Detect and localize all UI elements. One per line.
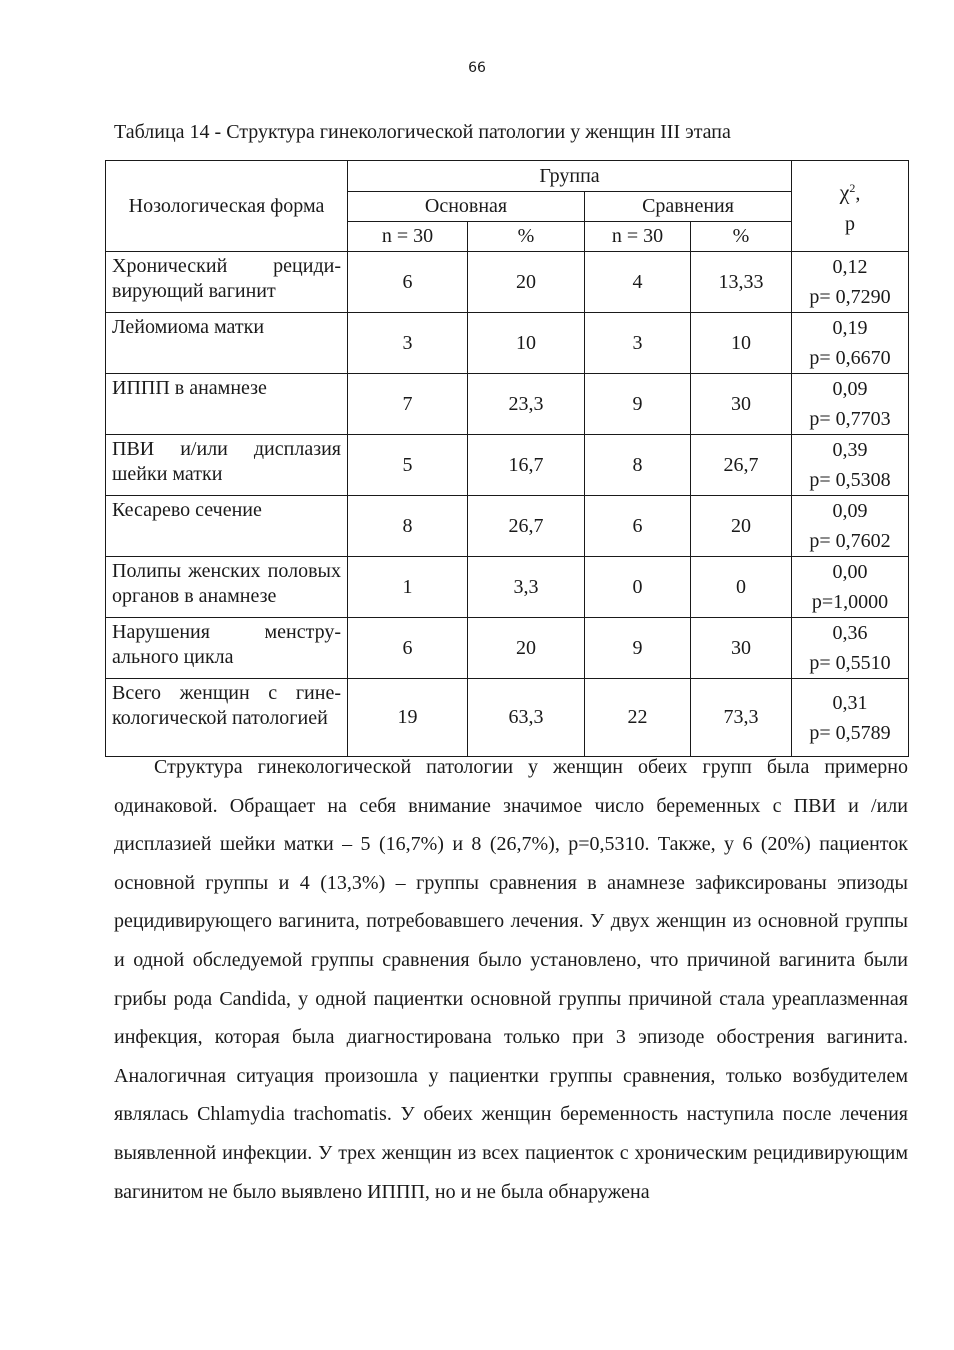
table-row xyxy=(106,435,909,496)
row-p-value: p= 0,5308 xyxy=(809,469,891,491)
row-statistic xyxy=(792,557,909,618)
row-n-comparison: 8 xyxy=(585,435,691,496)
row-n-comparison: 22 xyxy=(585,679,691,757)
row-pct-comparison: 13,33 xyxy=(691,252,792,313)
row-n-comparison: 6 xyxy=(585,496,691,557)
row-pct-main: 23,3 xyxy=(468,374,585,435)
row-chi-value: 0,39 xyxy=(832,439,868,461)
table-row xyxy=(106,679,909,757)
row-p-value: p= 0,6670 xyxy=(809,347,891,369)
row-p-value: p=1,0000 xyxy=(811,591,889,613)
row-n-main: 5 xyxy=(348,435,468,496)
gynecological-pathology-table xyxy=(105,160,909,757)
chi-symbol: χ xyxy=(839,179,850,205)
table-caption: Таблица 14 - Структура гинекологической патологии у женщин III этапа xyxy=(114,121,731,143)
row-p-value: p= 0,5510 xyxy=(809,652,891,674)
row-chi-value: 0,36 xyxy=(832,622,868,644)
row-statistic xyxy=(792,618,909,679)
row-p-value: p= 0,7290 xyxy=(809,286,891,308)
row-statistic xyxy=(792,496,909,557)
row-form-cell: Полипы женских половых органов в анамнезе xyxy=(106,557,348,618)
row-n-main: 3 xyxy=(348,313,468,374)
row-n-main: 19 xyxy=(348,679,468,757)
row-form-cell: Кесарево сечение xyxy=(106,496,348,557)
row-statistic xyxy=(792,435,909,496)
table-row xyxy=(106,618,909,679)
row-form-cell: ИППП в анамнезе xyxy=(106,374,348,435)
row-statistic xyxy=(792,374,909,435)
row-pct-main: 10 xyxy=(468,313,585,374)
header-pct-comparison: % xyxy=(691,222,792,252)
row-pct-main: 26,7 xyxy=(468,496,585,557)
row-n-main: 1 xyxy=(348,557,468,618)
row-n-main: 8 xyxy=(348,496,468,557)
row-n-main: 6 xyxy=(348,252,468,313)
header-comparison-group: Сравнения xyxy=(585,192,792,222)
header-p: p xyxy=(845,212,856,235)
header-n-main: n = 30 xyxy=(348,222,468,252)
row-pct-comparison: 0 xyxy=(691,557,792,618)
row-pct-main: 63,3 xyxy=(468,679,585,757)
table-row xyxy=(106,313,909,374)
row-p-value: p= 0,7602 xyxy=(809,530,891,552)
row-pct-main: 20 xyxy=(468,618,585,679)
row-form-cell: Нарушения менструального цикла xyxy=(106,618,348,679)
chi-superscript: 2 xyxy=(849,181,856,196)
row-form-cell: ПВИ и/или дисплазия шейки матки xyxy=(106,435,348,496)
row-n-comparison: 9 xyxy=(585,618,691,679)
row-chi-value: 0,31 xyxy=(832,691,868,714)
row-p-value: p= 0,5789 xyxy=(809,721,891,744)
table-row xyxy=(106,496,909,557)
row-form-cell: Всего женщин с гинекологической патологией xyxy=(106,679,348,757)
chi-comma: , xyxy=(855,182,861,205)
table-row xyxy=(106,374,909,435)
row-pct-comparison: 30 xyxy=(691,618,792,679)
row-statistic xyxy=(792,313,909,374)
table-row xyxy=(106,252,909,313)
body-text: Структура гинекологической патологии у женщин обеих групп была примерно одинаковой. Обращает на себя внимание значимое число беременных с ПВИ и /или дисплазией шейки матки – 5 (16,7%) и 8 (26,7%), p=0,5310. Также, у 6 (20%) пациенток основной группы и 4 (13,3%) – группы сравнения в анамнезе зафиксированы эпизоды рецидивирующего вагинита, потребовавшего лечения. У двух женщин из основной группы и одной обследуемой группы сравнения было установлено, что причиной вагинита были грибы рода Candida, у одной пациентки основной группы причиной стала уреаплазменная инфекция, которая была диагностирована только при 3 эпизоде обострения вагинита. Аналогичная ситуация произошла у пациентки группы сравнения, только возбудителем являлась Chlamydia trachomatis. У обеих женщин беременность наступила после лечения выявленной инфекции. У трех женщин из всех пациенток с хроническим рецидивирующим вагинитом не было выявлено ИППП, но и не была обнаружена xyxy=(114,756,908,1203)
header-chi-square xyxy=(792,161,909,252)
row-n-comparison: 0 xyxy=(585,557,691,618)
row-pct-main: 3,3 xyxy=(468,557,585,618)
row-n-comparison: 4 xyxy=(585,252,691,313)
row-form-cell: Хронический рецидивирующий вагинит xyxy=(106,252,348,313)
row-statistic xyxy=(792,679,909,757)
row-pct-comparison: 30 xyxy=(691,374,792,435)
row-pct-main: 16,7 xyxy=(468,435,585,496)
row-n-main: 7 xyxy=(348,374,468,435)
header-main-group: Основная xyxy=(348,192,585,222)
row-n-main: 6 xyxy=(348,618,468,679)
header-form: Нозологическая форма xyxy=(106,161,348,252)
row-chi-value: 0,00 xyxy=(832,561,868,583)
row-chi-value: 0,09 xyxy=(832,500,868,522)
row-pct-comparison: 26,7 xyxy=(691,435,792,496)
body-paragraph xyxy=(114,748,908,1211)
row-pct-main: 20 xyxy=(468,252,585,313)
row-pct-comparison: 10 xyxy=(691,313,792,374)
row-pct-comparison: 73,3 xyxy=(691,679,792,757)
row-n-comparison: 3 xyxy=(585,313,691,374)
row-chi-value: 0,19 xyxy=(832,317,868,339)
row-p-value: p= 0,7703 xyxy=(809,408,891,430)
row-chi-value: 0,09 xyxy=(832,378,868,400)
row-form-cell: Лейомиома матки xyxy=(106,313,348,374)
table-row xyxy=(106,557,909,618)
page-number: 66 xyxy=(468,60,486,76)
row-chi-value: 0,12 xyxy=(832,256,868,278)
header-group: Группа xyxy=(348,161,792,192)
header-n-comparison: n = 30 xyxy=(585,222,691,252)
header-pct-main: % xyxy=(468,222,585,252)
row-n-comparison: 9 xyxy=(585,374,691,435)
row-statistic xyxy=(792,252,909,313)
row-pct-comparison: 20 xyxy=(691,496,792,557)
